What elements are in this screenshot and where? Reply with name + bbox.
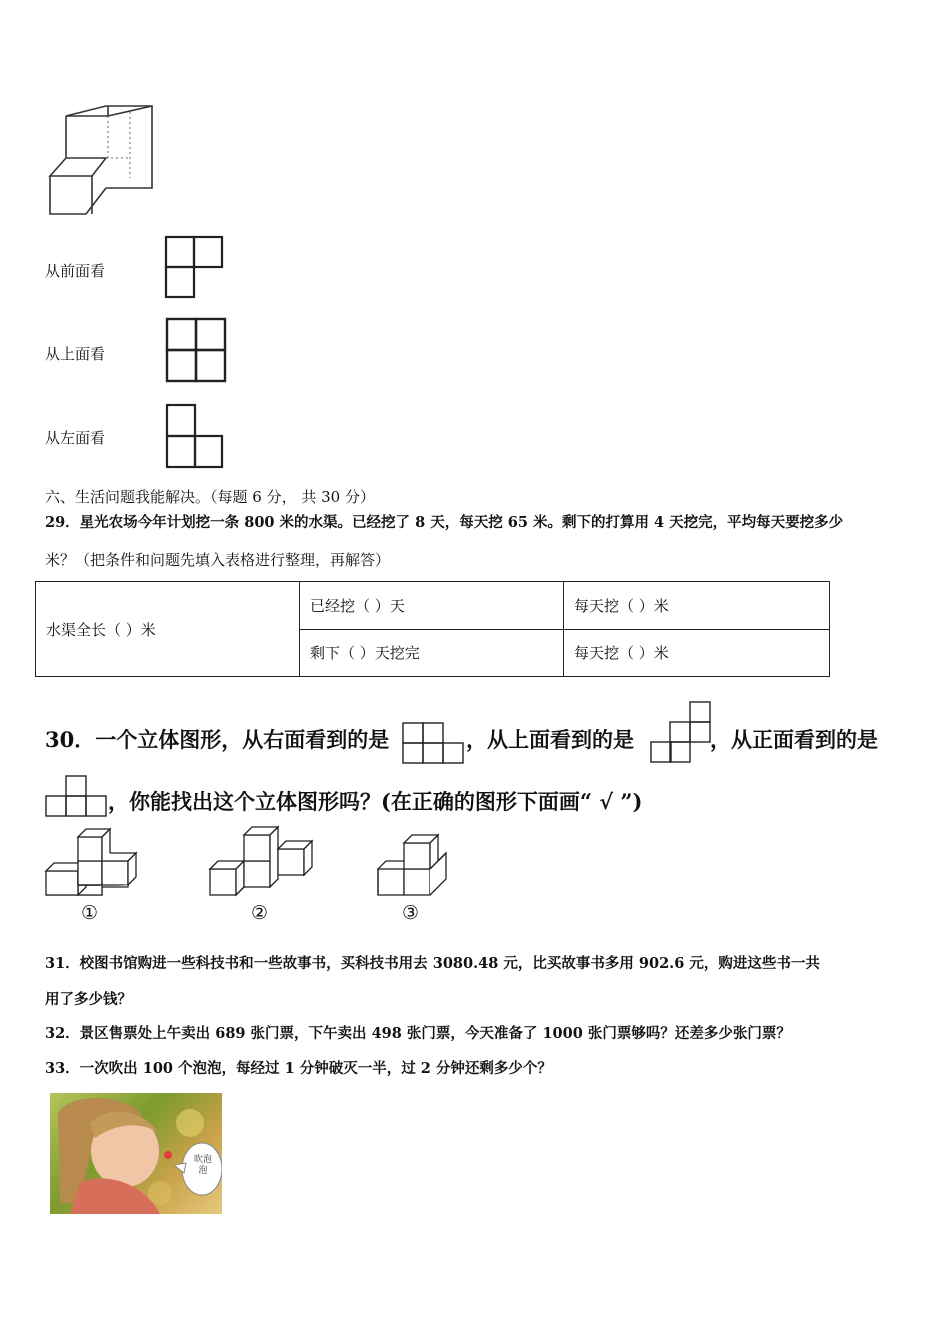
question-33-line1: 33．一次吹出 100 个泡泡，每经过 1 分钟破灭一半，过 2 分钟还剩多少个？ (45, 1060, 552, 1077)
table-cell-dug-days[interactable]: 已经挖（ ）天 (300, 582, 564, 630)
table-cell-daily-2[interactable]: 每天挖（ ）米 (564, 629, 830, 677)
question-30-part1: 30．一个立体图形，从右面看到的是 (45, 727, 390, 752)
option-3-solid (376, 825, 456, 897)
q29-organize-table (35, 581, 830, 677)
section-heading: 六、生活问题我能解决。（每题 6 分， 共 30 分） (45, 488, 375, 506)
top-view-figure (166, 318, 228, 384)
front-view-figure-q30 (45, 775, 109, 819)
table-cell-remaining-days[interactable]: 剩下（ ）天挖完 (300, 629, 564, 677)
front-view-figure (165, 236, 225, 300)
right-view-figure (402, 722, 466, 764)
option-2-label[interactable]: ② (251, 902, 269, 924)
option-1-solid (44, 825, 144, 897)
girl-blowing-bubbles-photo (50, 1093, 222, 1214)
view-label-front: 从前面看 (45, 262, 106, 280)
option-1-label[interactable]: ① (81, 902, 99, 924)
question-30-part4: ，你能找出这个立体图形吗？(在正确的图形下面画“ √ ”) (108, 789, 643, 814)
question-32-line1: 32．景区售票处上午卖出 689 张门票，下午卖出 498 张门票，今天准备了 1000 张门票够吗？还差多少张门票？ (45, 1025, 791, 1042)
option-2-solid (208, 825, 318, 897)
option-3-label[interactable]: ③ (402, 902, 420, 924)
table-cell-total[interactable]: 水渠全长（ ）米 (36, 582, 300, 677)
question-30-part3: ，从正面看到的是 (710, 727, 878, 752)
speech-bubble-text: 吹泡泡 (193, 1155, 212, 1176)
question-29-line1: 29．星光农场今年计划挖一条 800 米的水渠。已经挖了 8 天，每天挖 65 米。剩下的打算用 4 天挖完，平均每天要挖多少 (45, 514, 844, 531)
view-label-top: 从上面看 (45, 345, 106, 363)
solid-figure-image (46, 102, 156, 218)
question-31-line1: 31．校图书馆购进一些科技书和一些故事书，买科技书用去 3080.48 元，比买故事书多用 902.6 元，购进这些书一共 (45, 955, 820, 972)
question-31-line2: 用了多少钱？ (45, 991, 132, 1008)
table-cell-daily-1[interactable]: 每天挖（ ）米 (564, 582, 830, 630)
question-30-part2: ，从上面看到的是 (466, 727, 634, 752)
top-view-figure-q30 (650, 701, 714, 765)
view-label-left: 从左面看 (45, 429, 106, 447)
question-29-line2: 米？（把条件和问题先填入表格进行整理，再解答） (45, 551, 391, 569)
left-view-figure (166, 404, 226, 470)
